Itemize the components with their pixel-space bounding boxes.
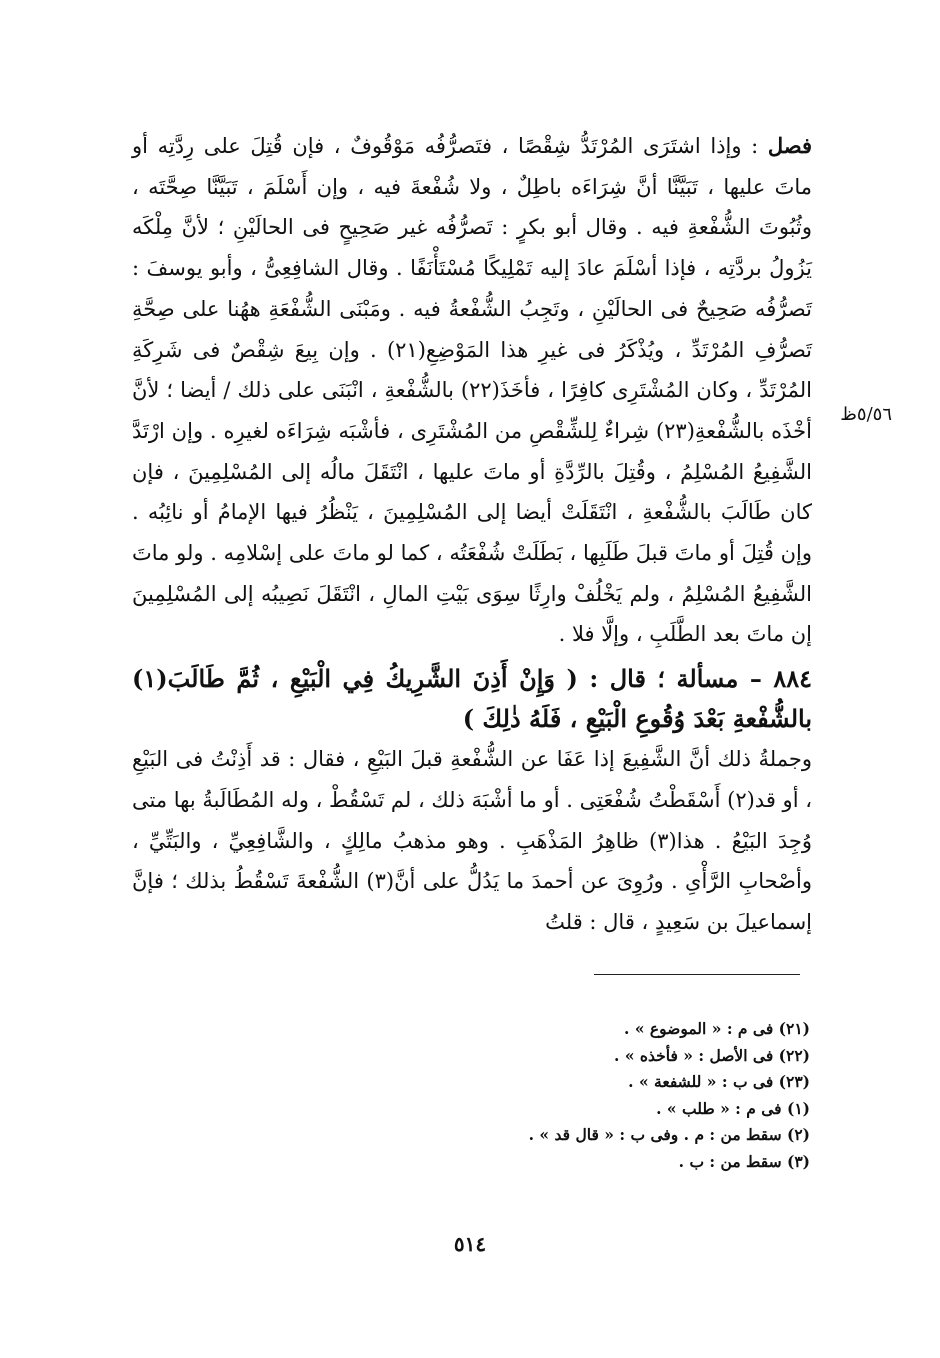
footnote-divider [594,974,800,975]
paragraph-fasl [132,126,812,655]
footnote-23: (٢٣) فى ب : « للشفعة » . [628,1072,810,1091]
footnote-3: (٣) سقط من : ب . [678,1151,810,1171]
page-number: ٥١٤ [453,1232,487,1256]
paragraph-fasl-text: : وإذا اشتَرَى المُرْتَدُّ شِقْصًا ، فتَصرُّفُه مَوْقُوفٌ ، فإن قُتِلَ على رِدَّتِه أو ماتَ عليها ، تَبَيَّنَّا أنَّ شِرَاءَه باطِلٌ ، ولا شُفْعةَ فيه ، وإن أَسْلَمَ ، تَبَيَّنَّا صِحَّتَه ، وثُبُوتَ الشُّفْعةِ فيه . وقال أبو بكرٍ : تَصرُّفُه غير صَحِيحٍ فى الحالَيْنِ ؛ لأنَّ مِلْكَه يَزُولُ بردَّتِه ، فإذا أسْلَمَ عادَ إليه تَمْلِيكًا مُسْتَأْنَفًا . وقال الشافِعِىُّ ، وأبو يوسفَ : تَصرُّفُه صَحِيحٌ فى الحالَيْنِ ، وتَجِبُ الشُّفْعةُ فيه . ومَبْنَى الشُّفْعَةِ ههُنا على صِحَّةِ تَصرُّفِ المُرْتَدِّ ، ويُذْكَرُ فى غيرِ هذا المَوْضِعِ(٢١) . وإن بِيعَ شِقْصٌ فى شَرِكَةِ المُرْتَدِّ ، وكان المُشْتَرِى كافِرًا ، فأخَذَ(٢٢) بالشُّفْعةِ ، انْبَنَى على ذلك / أيضا ؛ لأنَّ أخْذَه بالشُّفْعةِ(٢٣) شِراءٌ لِلشِّقْصِ من المُشْتَرِى ، فأشْبَه شِرَاءَه لغيرِه . وإن ارْتَدَّ الشَّفِيعُ المُسْلِمُ ، وقُتِلَ بالرِّدَّةِ أو ماتَ عليها ، انْتَقَلَ مالُه إلى المُسْلِمِينَ ، فإن كان طَالَبَ بالشُّفْعةِ ، انْتَقَلَتْ أيضا إلى المُسْلِمِينَ ، يَنْظُرُ فيها الإمامُ أو نائِبُه . وإن قُتِلَ أو ماتَ قبلَ طَلَبِها ، بَطَلَتْ شُفْعَتُه ، كما لو ماتَ على إسْلامِه . ولو ماتَ الشَّفِيعُ المُسْلِمُ ، ولم يَخْلُفْ وارِثًا سِوَى بَيْتِ المالِ ، انْتَقَلَ نَصِيبُه إلى المُسْلِمِينَ إن ماتَ بعد الطَّلَبِ ، وإلَّا فلا . [132,134,812,647]
footnote-1: (١) فى م : « طلب » . [656,1098,810,1118]
footnotes-list [330,1016,810,1175]
margin-folio-note: ٥/٥٦ظ [840,404,892,425]
footnote-21: (٢١) فى م : « الموضوع » . [624,1019,810,1038]
masala-heading: ٨٨٤ – مسألة ؛ قال : ( وَإِنْ أَذِنَ الشَّرِيكُ فِي الْبَيْعِ ، ثُمَّ طَالَبَ(١) بالشُّفْعةِ بَعْدَ وُقُوعِ الْبَيْعِ ، فَلَهُ ذٰلِكَ ) [132,664,812,734]
footnote-22: (٢٢) فى الأصل : « فأخذه » . [614,1045,810,1065]
footnote-2: (٢) سقط من : م . وفى ب : « قال قد » . [528,1125,810,1144]
paragraph-explanation: وجملةُ ذلك أنَّ الشَّفِيعَ إذا عَفَا عن الشُّفْعةِ قبلَ البَيْعِ ، فقال : قد أَذِنْتُ فى البَيْعِ ، أو قد(٢) أَسْقَطْتُ شُفْعَتِى . أو ما أشْبَهَ ذلك ، لم تَسْقُطْ ، وله المُطَالَبةُ بها متى وُجِدَ البَيْعُ . هذا(٣) ظاهِرُ المَذْهَبِ . وهو مذهبُ مالِكٍ ، والشَّافِعِيِّ ، والبَتِّيِّ ، وأصْحابِ الرَّأْىِ . ورُوِىَ عن أحمدَ ما يَدُلُّ على أنَّ(٣) الشُّفْعةَ تَسْقُطُ بذلك ؛ فإنَّ إسماعيلَ بن سَعِيدٍ ، قال : قلتُ [132,747,813,934]
main-text [132,126,812,943]
fasl-label: فصل [767,133,812,158]
